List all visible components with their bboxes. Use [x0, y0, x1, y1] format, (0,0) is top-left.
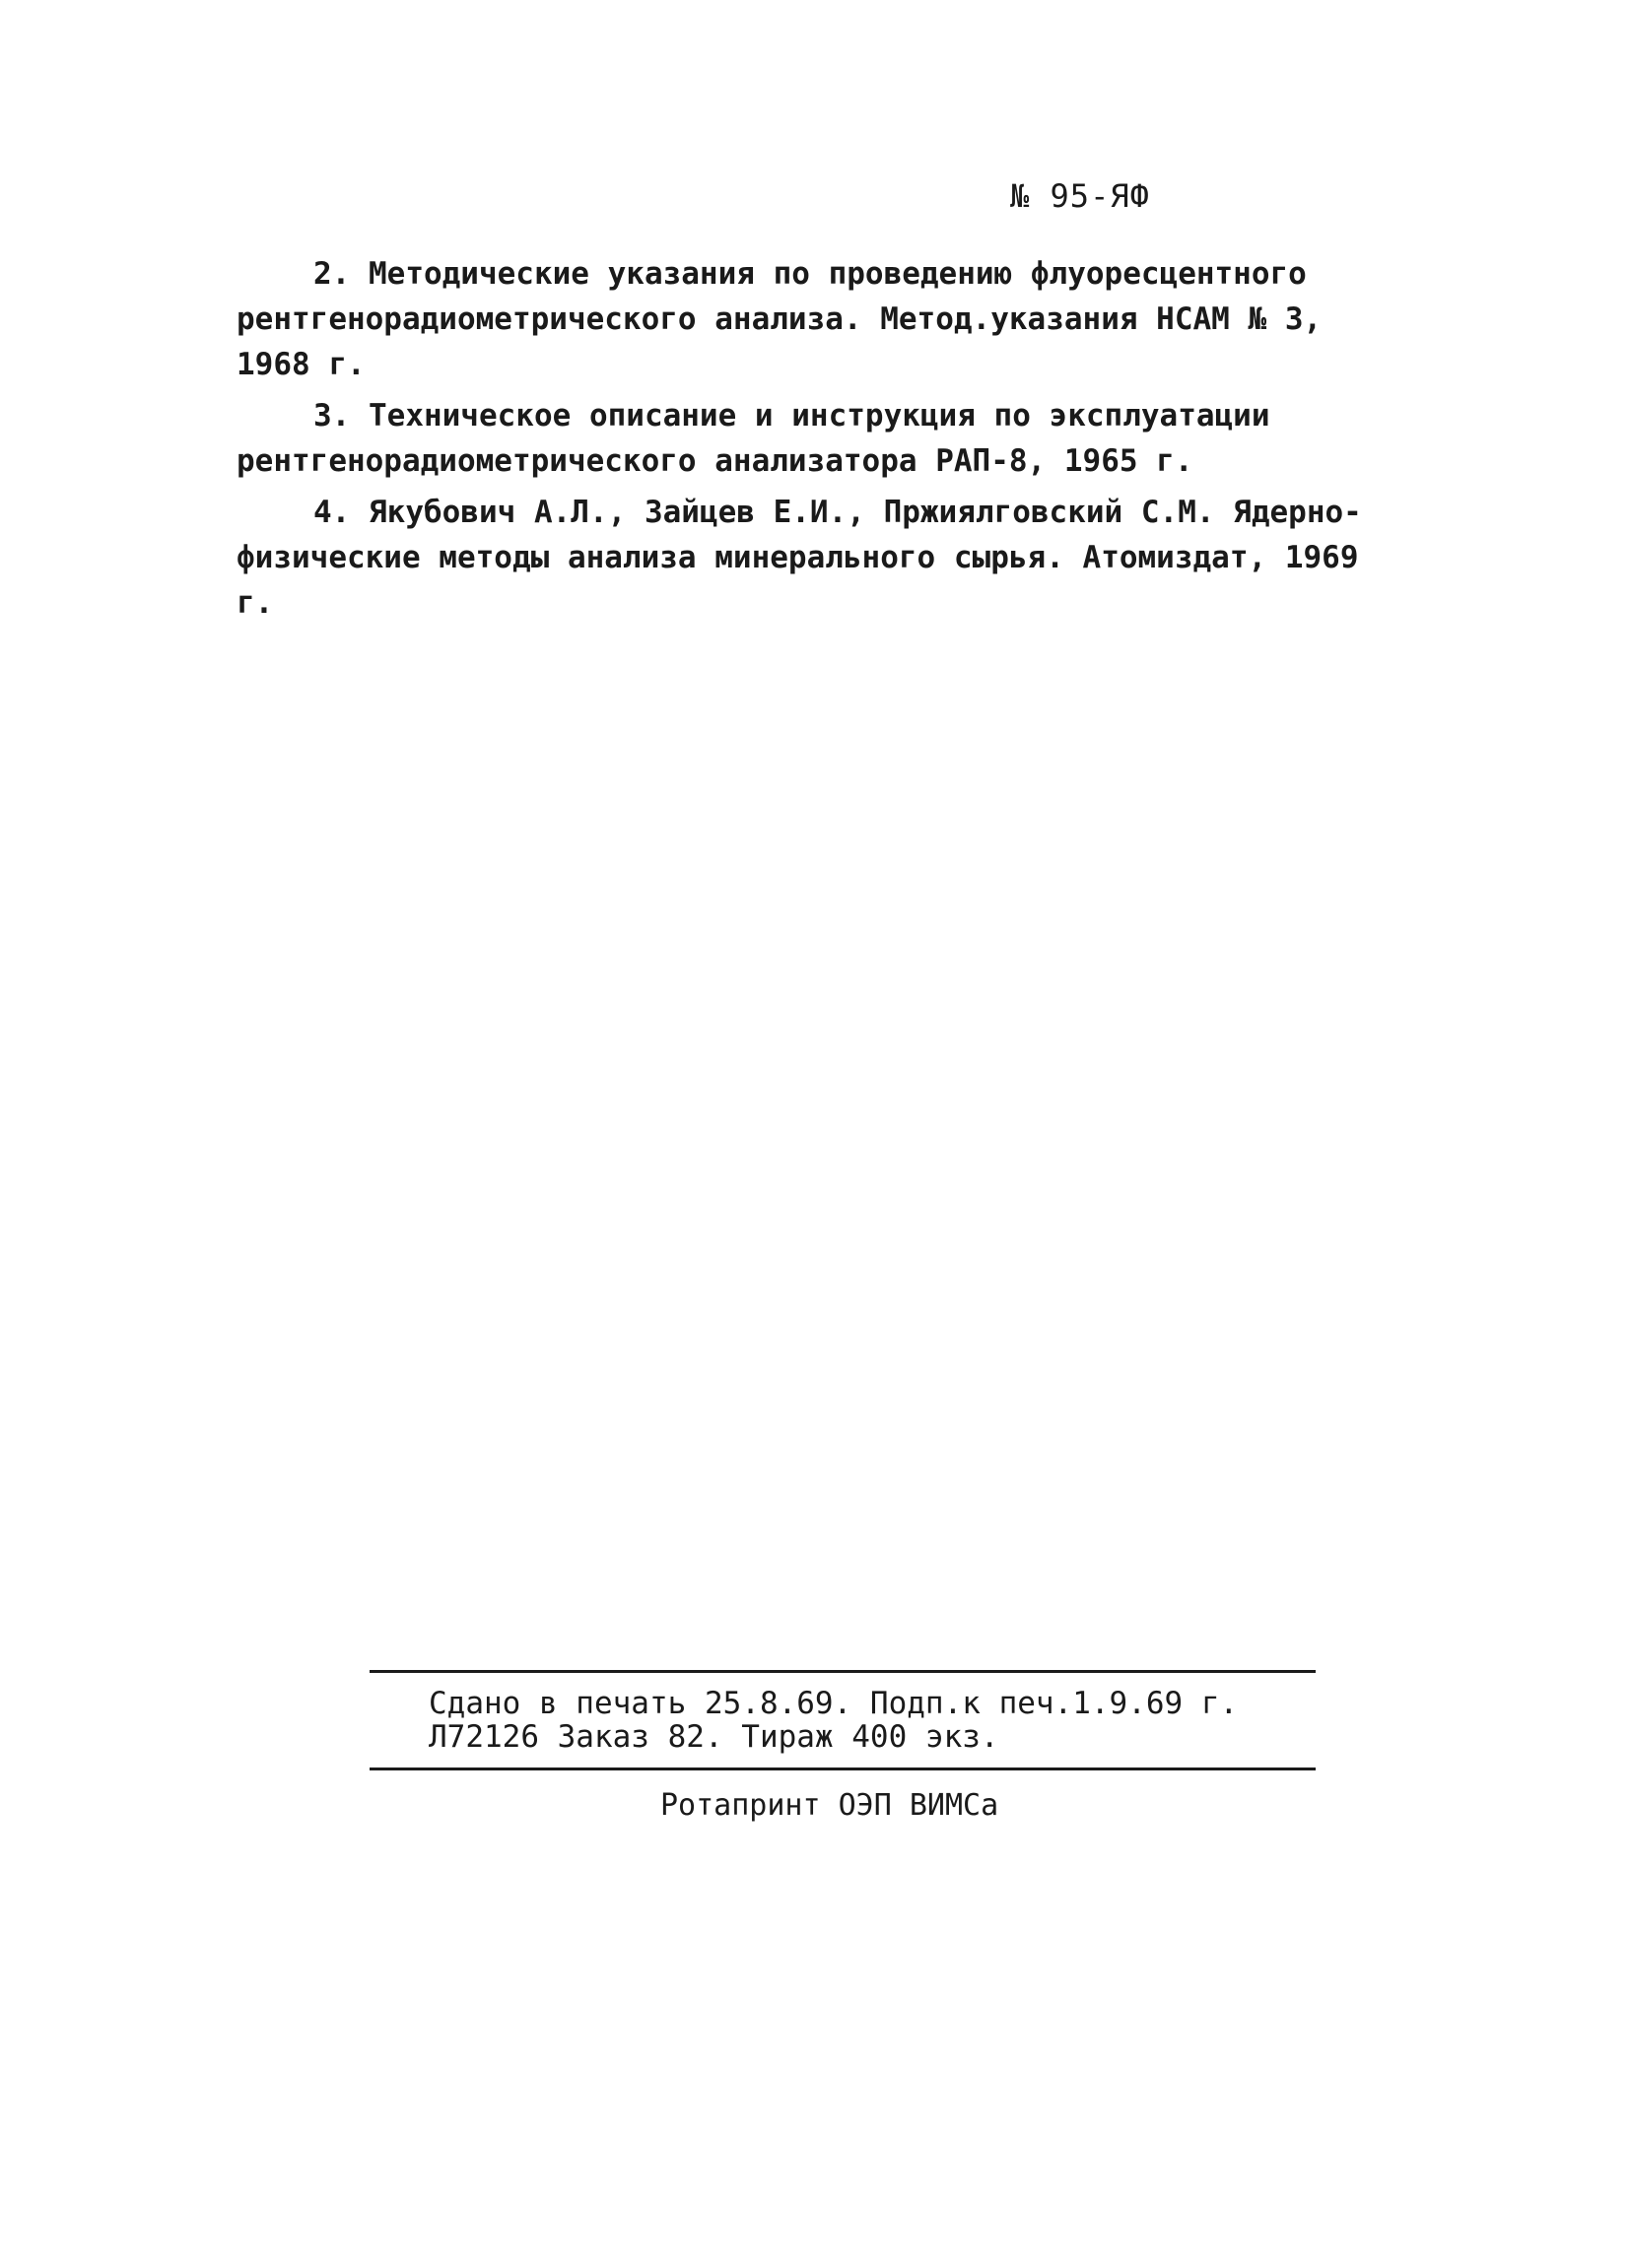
reference-list: [237, 251, 1409, 632]
imprint-text: [370, 1673, 1316, 1768]
bottom-rule: [370, 1768, 1316, 1770]
printer-line: Ротапринт ОЭП ВИМСа: [660, 1788, 999, 1823]
reference-item-3: 3. Техническое описание и инструкция по эксплуатации рентгенорадиометрического анализатора РАП-8, 1965 г.: [237, 398, 1270, 479]
reference-item-2: 2. Методические указания по проведению флуоресцентного рентгенорадиометрического анализа. Метод.указания НСАМ № 3, 1968 г.: [237, 256, 1323, 382]
page-number: № 95-ЯФ: [1010, 177, 1150, 215]
imprint-line-1: Сдано в печать 25.8.69. Подп.к печ.1.9.69 г.: [429, 1686, 1239, 1721]
imprint-line-2: Л72126 Заказ 82. Тираж 400 экз.: [429, 1719, 999, 1755]
reference-item-4: 4. Якубович А.Л., Зайцев Е.И., Пржиялговский С.М. Ядерно-физические методы анализа минерального сырья. Атомиздат, 1969 г.: [237, 495, 1362, 621]
imprint-block: [370, 1670, 1316, 1770]
